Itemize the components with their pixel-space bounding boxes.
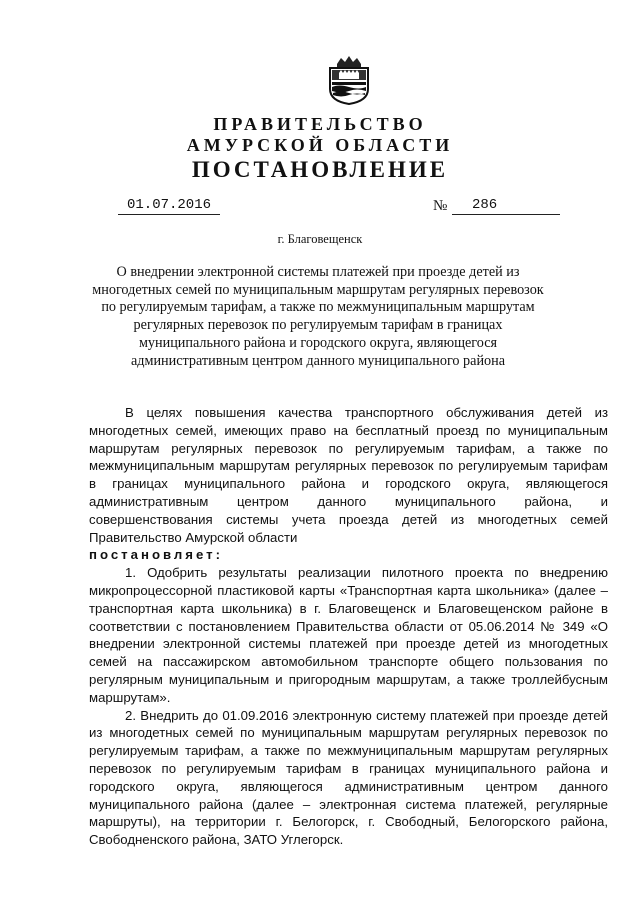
resolve-keyword: постановляет: bbox=[89, 547, 224, 563]
city: г. Благовещенск bbox=[277, 232, 363, 246]
document-number: 286 bbox=[452, 197, 560, 215]
preamble-paragraph: В целях повышения качества транспортного обслуживания детей из многодетных семей, имеющих право на бесплатный проезд по муниципальным маршрутам регулярных перевозок по регулируемым тарифам, а также по межмуниципальным маршрутам регулярных перевозок по регулируемым тарифам в границах муниципального района и городского округа, являющегося административным центром данного муниципального района, и совершенствования системы учета проезда детей из многодетных семей Правительство Амурской области bbox=[89, 405, 608, 545]
document-body bbox=[89, 404, 608, 849]
government-name-line2: АМУРСКОЙ ОБЛАСТИ bbox=[186, 135, 454, 155]
document-date: 01.07.2016 bbox=[118, 197, 220, 215]
document-title: О внедрении электронной системы платежей при проезде детей из многодетных семей по муниципальным маршрутам регулярных перевозок по регулируемым тарифам, а также по межмуниципальным маршрутам регулярных перевозок по регулируемым тарифам в границах муниципального района и городского округа, являющегося административным центром данного муниципального района bbox=[92, 264, 544, 369]
item-1-paragraph: 1. Одобрить результаты реализации пилотного проекта по внедрению микропроцессорной пластиковой карты «Транспортная карта школьника» (далее – транспортная карта школьника) в г. Благовещенск и Благовещенском районе в соответствии с постановлением Правительства области от 05.06.2014 № 349 «О внедрении электронной системы платежей при проезде детей из многодетных семей на пассажирском автомобильном транспорте общего пользования по регулярным муниципальным и пригородным маршрутам, а также троллейбусным маршрутам». bbox=[89, 565, 608, 705]
document-type: ПОСТАНОВЛЕНИЕ bbox=[191, 157, 449, 182]
amur-region-coat-of-arms bbox=[327, 55, 371, 105]
government-name-line1: ПРАВИТЕЛЬСТВО bbox=[213, 114, 427, 134]
number-sign: № bbox=[433, 198, 448, 214]
item-2-paragraph: 2. Внедрить до 01.09.2016 электронную систему платежей при проезде детей из многодетных семей по муниципальным маршрутам регулярных перевозок по регулируемым тарифам, а также по межмуниципальным маршрутам регулярных перевозок по регулируемым тарифам в границах муниципального района и городского округа, являющегося административным центром данного муниципального района (далее – электронная система платежей, регулярные маршруты), на территории г. Белогорск, г. Свободный, Белогорского района, Свободненского района, ЗАТО Углегорск. bbox=[89, 707, 608, 848]
